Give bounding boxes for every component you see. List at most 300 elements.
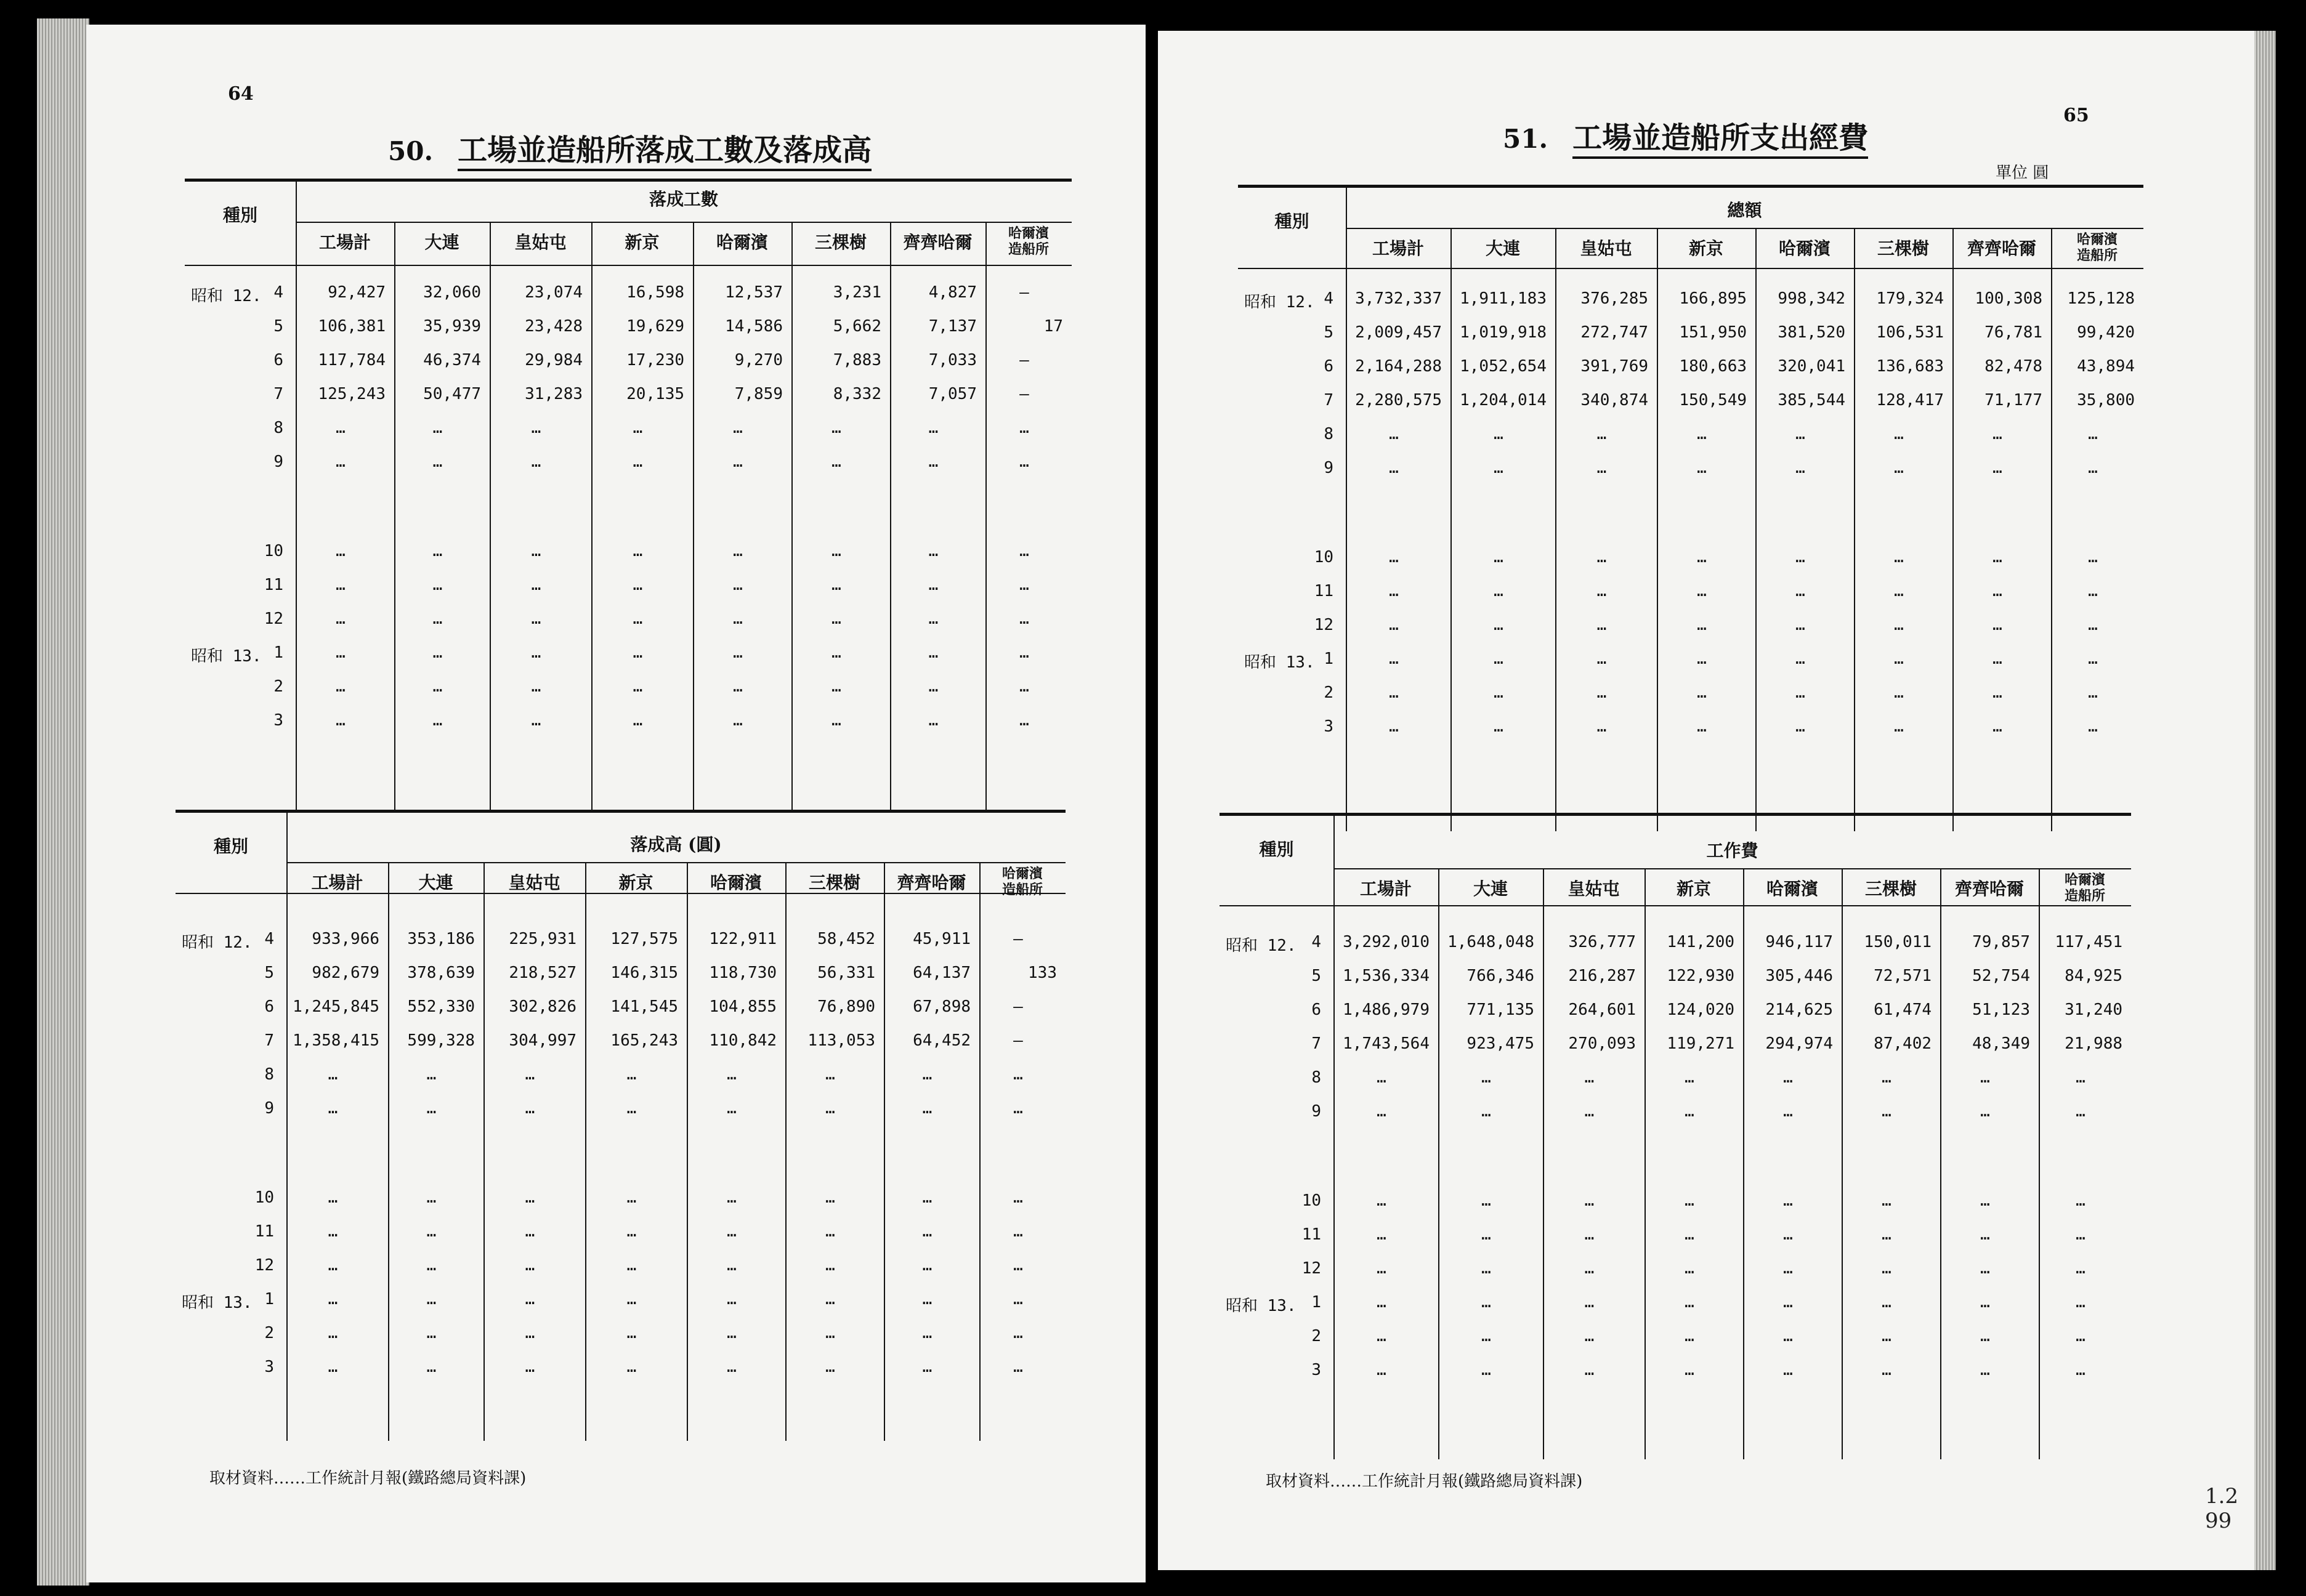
table-cell: … xyxy=(1019,453,1029,471)
table-cell: … xyxy=(1019,643,1029,662)
table-cell: … xyxy=(2076,1191,2086,1210)
table-cell: 106,531 xyxy=(1876,323,1944,342)
row-era: 昭和 13. xyxy=(191,647,262,666)
table-cell: … xyxy=(328,1324,338,1342)
table-cell: 50,477 xyxy=(423,385,481,403)
table-cell: … xyxy=(922,1188,933,1207)
table-cell: 100,308 xyxy=(1975,289,2042,308)
row-month: 1 xyxy=(1324,650,1333,668)
table-cell: … xyxy=(2088,548,2098,566)
rule-col xyxy=(1450,228,1452,831)
table-cell: … xyxy=(1685,1102,1694,1121)
table-cell: … xyxy=(525,1188,535,1207)
table-cell: … xyxy=(1992,616,2002,634)
table-cell: 340,874 xyxy=(1580,391,1648,409)
table-cell: … xyxy=(336,576,346,594)
table-cell: … xyxy=(1697,459,1707,477)
table-cell: … xyxy=(531,677,541,696)
page-number: 65 xyxy=(2063,105,2089,126)
table-cell: … xyxy=(928,610,939,628)
table-cell: … xyxy=(825,1324,835,1342)
table-cell: … xyxy=(1685,1293,1694,1312)
table-cell: … xyxy=(1795,548,1805,566)
handwritten-note: 1.2 99 xyxy=(2205,1484,2239,1533)
table-cell: … xyxy=(626,1222,637,1241)
column-header: 哈爾濱 造船所 xyxy=(2064,872,2105,904)
table-cell: … xyxy=(825,1188,835,1207)
row-month: 10 xyxy=(1314,548,1333,566)
table-cell: … xyxy=(825,1358,835,1376)
row-month: 5 xyxy=(264,964,274,982)
table-cell: … xyxy=(1783,1259,1793,1278)
row-month: 12 xyxy=(1301,1259,1321,1278)
row-month: 4 xyxy=(273,283,283,302)
table-cell: 1,648,048 xyxy=(1447,933,1534,951)
table-cell: 21,988 xyxy=(2065,1034,2122,1053)
table-cell: 165,243 xyxy=(610,1031,678,1050)
table-cell: 326,777 xyxy=(1568,933,1636,951)
table-cell: … xyxy=(825,1256,835,1275)
rule-col xyxy=(687,862,688,1441)
table-cell: … xyxy=(1980,1293,1990,1312)
table-cell: … xyxy=(1596,582,1607,600)
table-cell: … xyxy=(1494,717,1503,736)
table-cell: … xyxy=(1783,1361,1793,1379)
table-cell: … xyxy=(336,453,346,471)
table-cell: 113,053 xyxy=(807,1031,875,1050)
rule-col xyxy=(483,862,485,1441)
table-cell: 1,911,183 xyxy=(1460,289,1547,308)
table-cell: … xyxy=(831,419,841,437)
table-cell: … xyxy=(727,1290,737,1308)
row-month: 5 xyxy=(1324,323,1333,342)
table-cell: … xyxy=(1494,425,1503,443)
table-cell: … xyxy=(733,677,743,696)
table-cell: … xyxy=(1013,1290,1023,1308)
right-page-edges xyxy=(2251,31,2276,1570)
table-cell: … xyxy=(825,1099,835,1118)
table-cell: 933,966 xyxy=(312,930,379,948)
table-title-text: 工場並造船所支出經費 xyxy=(1572,121,1868,159)
table-cell: … xyxy=(1882,1293,1891,1312)
table-cell: 20,135 xyxy=(626,385,684,403)
table-cell: … xyxy=(1894,650,1904,668)
table-cell: … xyxy=(2076,1068,2086,1087)
table-cell: … xyxy=(1795,717,1805,736)
row-month: 2 xyxy=(273,677,283,696)
table-cell: … xyxy=(1389,459,1399,477)
table-cell: 23,428 xyxy=(525,317,583,336)
row-month: 9 xyxy=(1311,1102,1321,1121)
table-cell: … xyxy=(1389,650,1399,668)
table-cell: … xyxy=(432,711,443,730)
table-cell: … xyxy=(626,1256,637,1275)
table-cell: … xyxy=(1697,683,1707,702)
table-cell: 64,137 xyxy=(913,964,971,982)
table-cell: … xyxy=(336,610,346,628)
table-cell: 141,200 xyxy=(1667,933,1734,951)
table-cell: 1,536,334 xyxy=(1343,967,1430,985)
table-cell: … xyxy=(922,1324,933,1342)
table-cell: … xyxy=(525,1290,535,1308)
table-cell: 117,451 xyxy=(2055,933,2122,951)
table-cell: … xyxy=(928,419,939,437)
column-header: 齊齊哈爾 xyxy=(903,232,973,252)
table-cell: … xyxy=(531,576,541,594)
row-month: 5 xyxy=(1311,967,1321,985)
table-cell: 31,240 xyxy=(2065,1001,2122,1019)
rule-top xyxy=(1220,813,2131,816)
table-cell: 225,931 xyxy=(509,930,576,948)
table-cell: … xyxy=(928,711,939,730)
table-cell: 4,827 xyxy=(928,283,977,302)
table-cell: … xyxy=(1584,1327,1595,1345)
table-cell: 1,204,014 xyxy=(1460,391,1547,409)
table-cell: … xyxy=(1894,616,1904,634)
column-header: 哈爾濱 造船所 xyxy=(2076,232,2118,264)
table-number: 50. xyxy=(388,136,434,166)
table-cell: 381,520 xyxy=(1778,323,1845,342)
table-cell: … xyxy=(626,1358,637,1376)
table-cell: 2,164,288 xyxy=(1355,357,1442,376)
table-cell: 43,894 xyxy=(2077,357,2135,376)
rule-header xyxy=(185,265,1072,266)
table-cell: … xyxy=(525,1099,535,1118)
row-month: 9 xyxy=(273,453,283,471)
table-cell: … xyxy=(727,1099,737,1118)
table-cell: 270,093 xyxy=(1568,1034,1636,1053)
table-cell: … xyxy=(525,1256,535,1275)
table-cell: 45,911 xyxy=(913,930,971,948)
table-cell: … xyxy=(1783,1225,1793,1244)
table-cell: … xyxy=(727,1358,737,1376)
table-cell: … xyxy=(727,1065,737,1084)
table-cell: … xyxy=(831,711,841,730)
rule-col xyxy=(1755,228,1757,831)
table-cell: … xyxy=(1389,582,1399,600)
table-cell: … xyxy=(1584,1225,1595,1244)
table-cell: … xyxy=(336,542,346,560)
table-cell: … xyxy=(633,610,643,628)
table-cell: 133 xyxy=(1028,964,1057,982)
table-cell: 31,283 xyxy=(525,385,583,403)
table-cell: … xyxy=(1481,1259,1491,1278)
table-cell: 79,857 xyxy=(1972,933,2030,951)
rule-group xyxy=(1333,868,2131,869)
rule-header xyxy=(1220,905,2131,906)
rule-col xyxy=(1657,228,1658,831)
table-cell: … xyxy=(1389,717,1399,736)
table-cell: 946,117 xyxy=(1765,933,1833,951)
table-cell: … xyxy=(733,610,743,628)
row-month: 6 xyxy=(273,351,283,369)
table-cell: 117,784 xyxy=(318,351,386,369)
table-cell: … xyxy=(1685,1327,1694,1345)
table-cell: … xyxy=(922,1065,933,1084)
table-cell: 179,324 xyxy=(1876,289,1944,308)
table-cell: … xyxy=(633,453,643,471)
table-cell: … xyxy=(1596,616,1607,634)
table-cell: 151,950 xyxy=(1679,323,1747,342)
row-month: 12 xyxy=(264,610,283,628)
rule-col xyxy=(979,862,981,1441)
row-month: 8 xyxy=(264,1065,274,1084)
table-cell: … xyxy=(928,576,939,594)
rule-group xyxy=(1346,228,2143,229)
kind-label: 種別 xyxy=(1274,211,1309,232)
column-header: 齊齊哈爾 xyxy=(1967,238,2036,259)
table-cell: … xyxy=(1389,616,1399,634)
source-note: 取材資料……工作統計月報(鐵路總局資料課) xyxy=(1266,1472,1583,1491)
table-cell: … xyxy=(733,576,743,594)
table-cell: … xyxy=(831,542,841,560)
table-cell: … xyxy=(727,1256,737,1275)
table-cell: 378,639 xyxy=(407,964,475,982)
table-cell: … xyxy=(1013,1324,1023,1342)
table-cell: … xyxy=(1894,717,1904,736)
table-cell: 998,342 xyxy=(1778,289,1845,308)
table-cell: … xyxy=(1481,1191,1491,1210)
table-cell: 124,020 xyxy=(1667,1001,1734,1019)
table-cell: … xyxy=(1377,1327,1386,1345)
table-cell: 23,074 xyxy=(525,283,583,302)
row-month: 4 xyxy=(1324,289,1333,308)
rule-col xyxy=(2051,228,2052,831)
table-cell: … xyxy=(1377,1293,1386,1312)
table-cell: 1,052,654 xyxy=(1460,357,1547,376)
table-cell: … xyxy=(531,610,541,628)
table-cell: … xyxy=(328,1358,338,1376)
table-cell: … xyxy=(1783,1191,1793,1210)
table-cell: … xyxy=(525,1222,535,1241)
table-cell: … xyxy=(1685,1068,1694,1087)
table-cell: … xyxy=(1992,425,2002,443)
group-label: 落成工數 xyxy=(649,189,718,209)
table-cell: … xyxy=(525,1065,535,1084)
table-cell: … xyxy=(531,419,541,437)
row-era: 昭和 12. xyxy=(182,933,253,952)
table-cell: … xyxy=(1584,1068,1595,1087)
table-cell: … xyxy=(1783,1293,1793,1312)
table-cell: … xyxy=(1894,582,1904,600)
table-cell: 76,781 xyxy=(1984,323,2042,342)
table-cell: 125,128 xyxy=(2067,289,2135,308)
table-cell: … xyxy=(1584,1293,1595,1312)
table-cell: … xyxy=(1019,419,1029,437)
table-cell: … xyxy=(1685,1191,1694,1210)
table-cell: … xyxy=(1019,677,1029,696)
table-cell: … xyxy=(1894,683,1904,702)
table-cell: 7,137 xyxy=(928,317,977,336)
table-cell: … xyxy=(1882,1225,1891,1244)
table-cell: … xyxy=(1783,1327,1793,1345)
table-cell: 1,358,415 xyxy=(293,1031,379,1050)
table-cell: … xyxy=(928,643,939,662)
rule-group xyxy=(296,222,1072,223)
table-cell: 118,730 xyxy=(709,964,777,982)
table-cell: … xyxy=(1882,1191,1891,1210)
kind-label: 種別 xyxy=(213,836,248,856)
table-cell: … xyxy=(1685,1225,1694,1244)
table-cell: — xyxy=(1019,385,1029,403)
table-cell: … xyxy=(1685,1361,1694,1379)
table-cell: … xyxy=(733,542,743,560)
table-cell: 8,332 xyxy=(833,385,881,403)
column-header: 大連 xyxy=(418,873,453,893)
table-cell: … xyxy=(825,1065,835,1084)
table-cell: … xyxy=(922,1256,933,1275)
table-cell: 46,374 xyxy=(423,351,481,369)
table-cell: … xyxy=(626,1290,637,1308)
table-cell: … xyxy=(1494,616,1503,634)
table-cell: … xyxy=(426,1065,437,1084)
table-cell: … xyxy=(2076,1225,2086,1244)
unit-label: 單位 圓 xyxy=(1996,164,2049,182)
table-cell: 1,743,564 xyxy=(1343,1034,1430,1053)
table-cell: … xyxy=(922,1222,933,1241)
table-cell: 320,041 xyxy=(1778,357,1845,376)
table-cell: … xyxy=(922,1290,933,1308)
table-cell: 264,601 xyxy=(1568,1001,1636,1019)
row-month: 1 xyxy=(1311,1293,1321,1312)
table-cell: … xyxy=(328,1290,338,1308)
table-cell: 122,930 xyxy=(1667,967,1734,985)
table-cell: … xyxy=(633,542,643,560)
table-cell: … xyxy=(432,453,443,471)
column-header: 大連 xyxy=(424,232,459,252)
row-month: 8 xyxy=(1324,425,1333,443)
rule-col xyxy=(585,862,586,1441)
table-cell: … xyxy=(1494,650,1503,668)
page-number: 64 xyxy=(228,83,254,105)
table-cell: … xyxy=(633,576,643,594)
table-cell: … xyxy=(733,711,743,730)
rule-header xyxy=(1238,268,2143,269)
table-title-text: 工場並造船所落成工數及落成高 xyxy=(458,133,872,171)
row-month: 12 xyxy=(1314,616,1333,634)
table-cell: 3,292,010 xyxy=(1343,933,1430,951)
table-cell: … xyxy=(2088,425,2098,443)
table-cell: — xyxy=(1019,351,1029,369)
table-cell: … xyxy=(831,610,841,628)
table-title xyxy=(388,126,872,169)
table-cell: … xyxy=(1697,616,1707,634)
table-cell: … xyxy=(426,1188,437,1207)
table-cell: … xyxy=(1596,717,1607,736)
table-cell: … xyxy=(1584,1191,1595,1210)
table-cell: … xyxy=(1992,683,2002,702)
row-month: 11 xyxy=(264,576,283,594)
table-cell: 391,769 xyxy=(1580,357,1648,376)
table-cell: … xyxy=(928,677,939,696)
left-page xyxy=(86,25,1146,1582)
rule-col xyxy=(1555,228,1556,831)
table-cell: … xyxy=(2088,459,2098,477)
table-cell: … xyxy=(1481,1361,1491,1379)
table-cell: 1,245,845 xyxy=(293,997,379,1016)
table-cell: … xyxy=(626,1099,637,1118)
table-cell: … xyxy=(1882,1327,1891,1345)
table-cell: … xyxy=(1795,650,1805,668)
table-cell: … xyxy=(432,643,443,662)
table-cell: 3,732,337 xyxy=(1355,289,1442,308)
table-cell: … xyxy=(727,1188,737,1207)
table-cell: 1,019,918 xyxy=(1460,323,1547,342)
table-cell: … xyxy=(1795,425,1805,443)
rule-col xyxy=(388,862,389,1441)
row-month: 7 xyxy=(1311,1034,1321,1053)
table-number: 51. xyxy=(1503,124,1548,154)
row-month: 7 xyxy=(273,385,283,403)
table-cell: … xyxy=(2076,1327,2086,1345)
table-cell: … xyxy=(432,419,443,437)
row-era: 昭和 12. xyxy=(1244,293,1315,312)
table-cell: 17 xyxy=(1043,317,1063,336)
table-cell: … xyxy=(336,643,346,662)
column-header: 大連 xyxy=(1485,238,1520,259)
table-cell: 72,571 xyxy=(1874,967,1932,985)
table-cell: … xyxy=(1882,1361,1891,1379)
row-month: 2 xyxy=(1324,683,1333,702)
table-cell: … xyxy=(733,453,743,471)
row-month: 8 xyxy=(273,419,283,437)
column-header: 哈爾濱 造船所 xyxy=(1001,866,1043,898)
table-cell: … xyxy=(1584,1102,1595,1121)
table-cell: … xyxy=(1697,425,1707,443)
table-cell: 5,662 xyxy=(833,317,881,336)
table-cell: 141,545 xyxy=(610,997,678,1016)
table-cell: … xyxy=(328,1222,338,1241)
table-cell: … xyxy=(426,1358,437,1376)
table-cell: … xyxy=(1019,576,1029,594)
table-cell: 150,549 xyxy=(1679,391,1747,409)
table-cell: … xyxy=(1894,425,1904,443)
table-cell: 92,427 xyxy=(328,283,386,302)
table-cell: … xyxy=(1389,548,1399,566)
table-cell: … xyxy=(2088,582,2098,600)
table-cell: 302,826 xyxy=(509,997,576,1016)
row-era: 昭和 12. xyxy=(191,287,262,305)
table-cell: 1,486,979 xyxy=(1343,1001,1430,1019)
column-header: 皇姑屯 xyxy=(514,232,567,252)
table-cell: … xyxy=(1980,1361,1990,1379)
table-cell: 3,231 xyxy=(833,283,881,302)
table-cell: 35,800 xyxy=(2077,391,2135,409)
table-cell: … xyxy=(1795,459,1805,477)
table-cell: … xyxy=(1992,582,2002,600)
table-cell: … xyxy=(328,1099,338,1118)
table-cell: … xyxy=(1389,683,1399,702)
row-month: 2 xyxy=(1311,1327,1321,1345)
column-header: 工場計 xyxy=(318,232,371,252)
column-header: 齊齊哈爾 xyxy=(1954,879,2024,899)
table-cell: … xyxy=(1584,1361,1595,1379)
table-cell: — xyxy=(1013,1031,1023,1050)
table-cell: … xyxy=(1882,1068,1891,1087)
table-cell: … xyxy=(1980,1191,1990,1210)
table-cell: 216,287 xyxy=(1568,967,1636,985)
table-cell: … xyxy=(1377,1191,1386,1210)
table-cell: … xyxy=(1596,425,1607,443)
table-cell: … xyxy=(432,542,443,560)
table-cell: … xyxy=(626,1324,637,1342)
table-cell: 305,446 xyxy=(1765,967,1833,985)
table-cell: … xyxy=(1013,1222,1023,1241)
column-header: 哈爾濱 xyxy=(1778,238,1831,259)
table-cell: … xyxy=(727,1324,737,1342)
left-page-edges xyxy=(37,18,89,1586)
table-cell: 2,009,457 xyxy=(1355,323,1442,342)
